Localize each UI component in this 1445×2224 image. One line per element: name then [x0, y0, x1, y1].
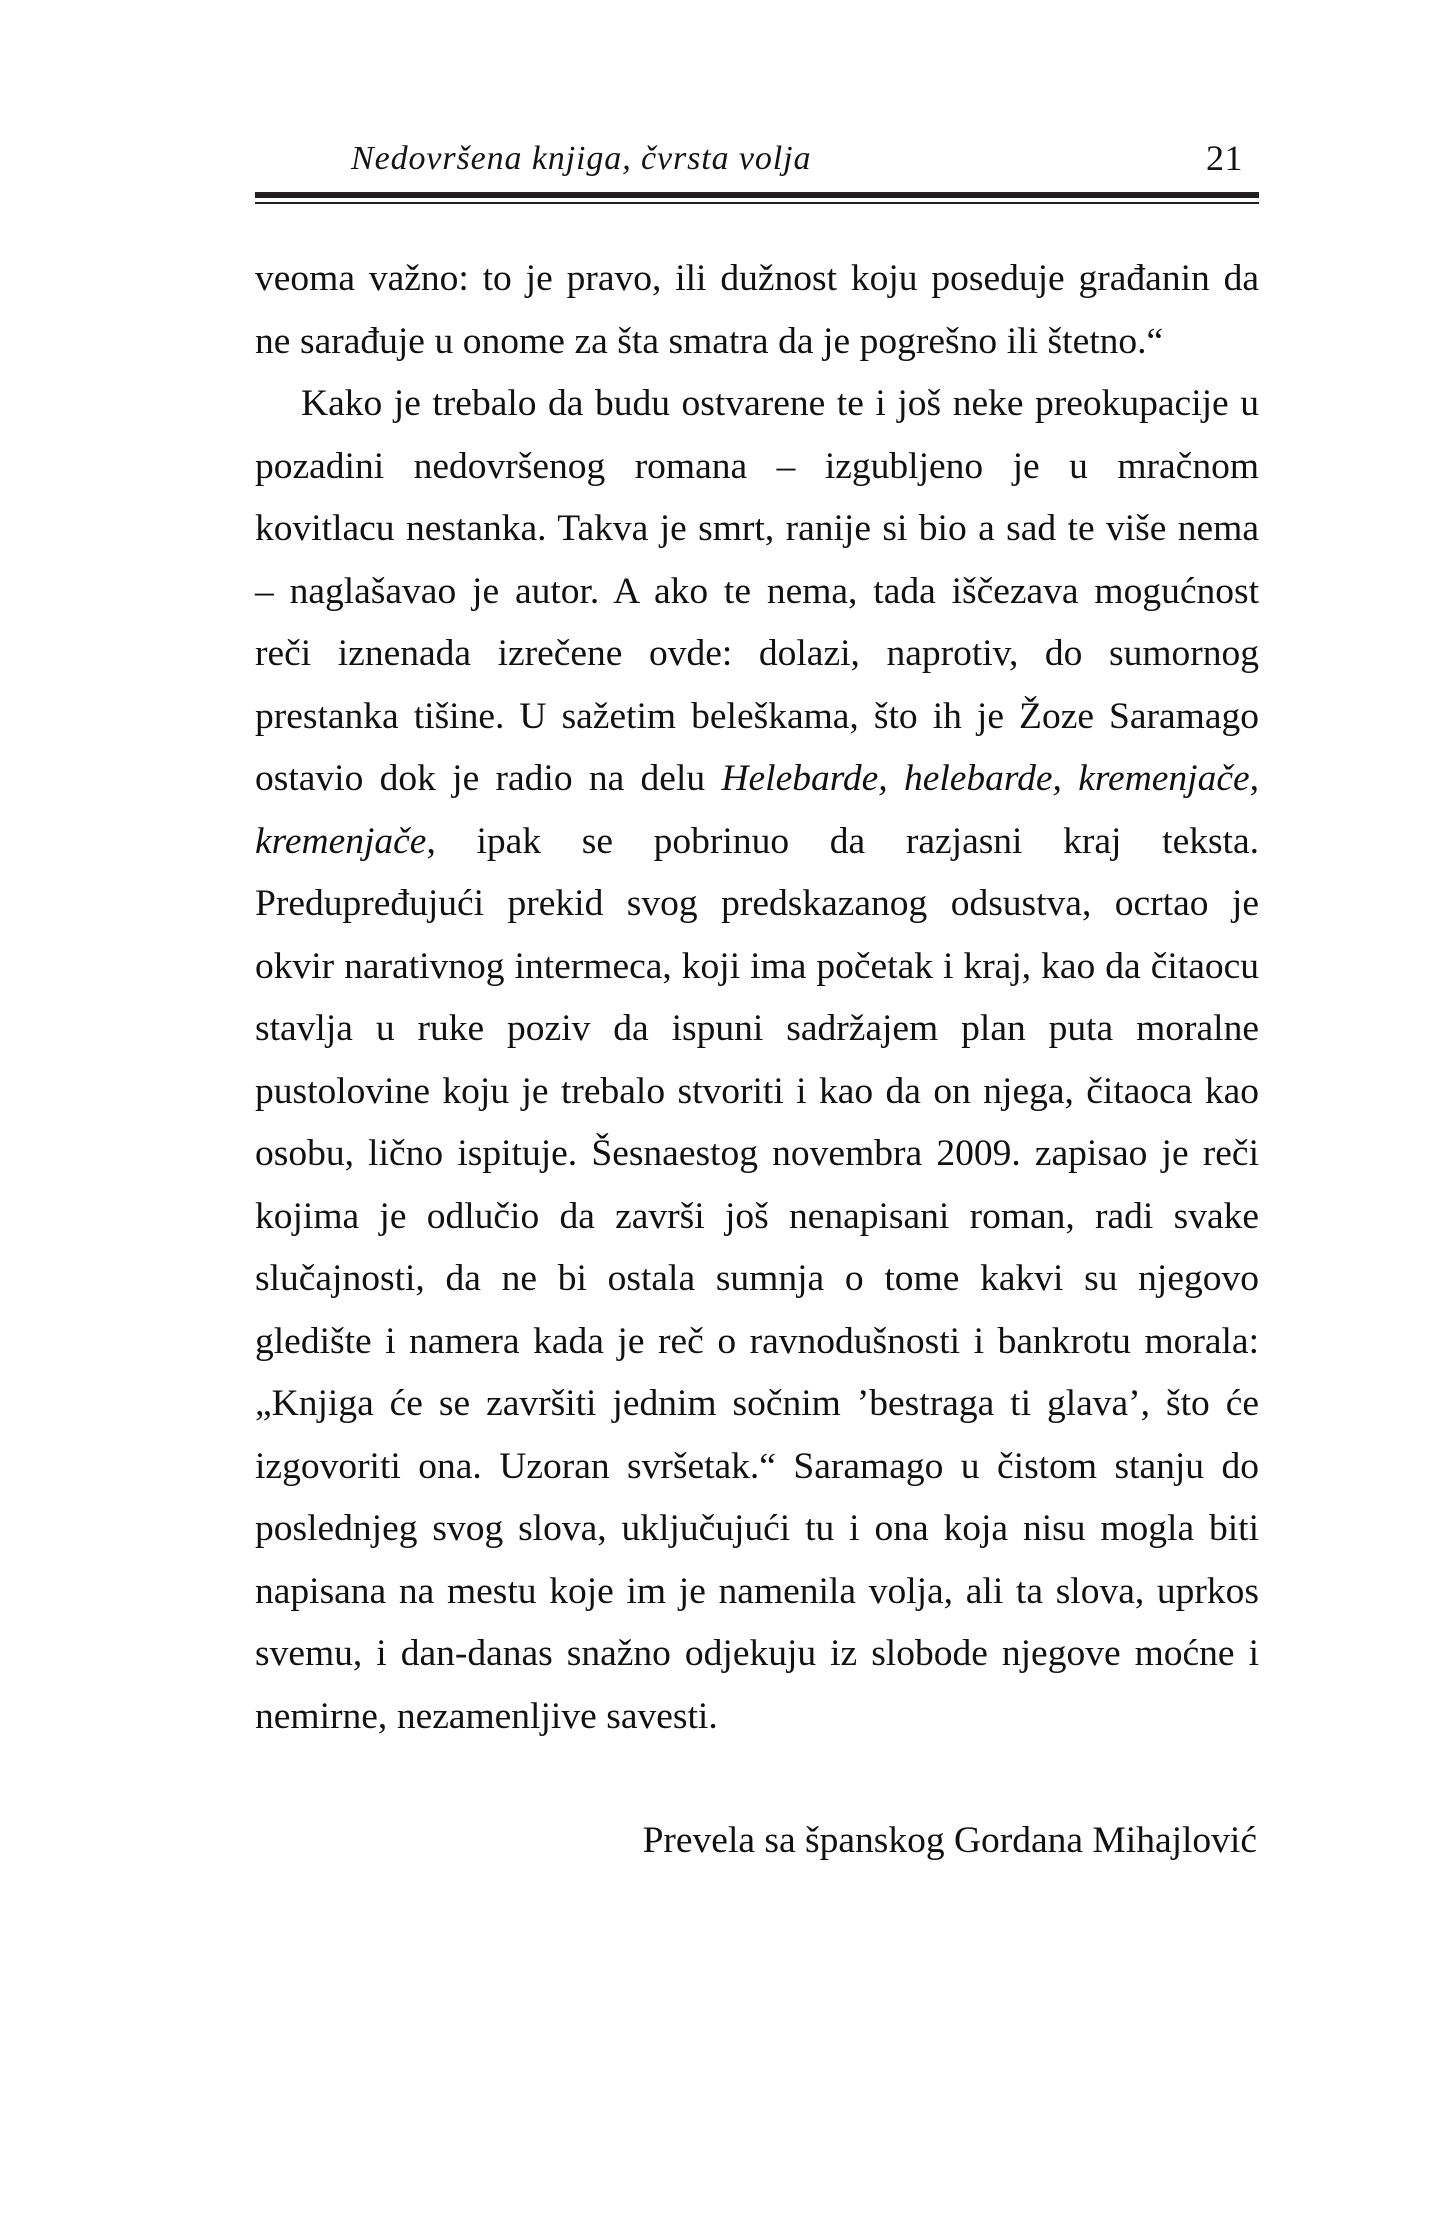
running-head: [255, 104, 1259, 176]
book-title-italic: Helebarde, helebarde, kremenjače, kremenjače: [255, 758, 1259, 862]
header-double-rule: [255, 192, 1259, 204]
paragraph-main-segment-1: Kako je trebalo da budu ostvarene te i još neke preokupacije u pozadini nedovršenog romana – izgubljeno je u mračnom kovitlacu nestanka. Takva je smrt, ranije si bio a sad te više nema – naglašavao je autor. A ako te nema, tada iščezava mogućnost reči iznenada izrečene ovde: dolazi, naprotiv, do sumornog prestanka tišine. U sažetim beleškama, što ih je Žoze Saramago ostavio dok je radio na delu: [255, 383, 1259, 799]
paragraph-continuation: veoma važno: to je pravo, ili dužnost koju poseduje građanin da ne sarađuje u onome za šta smatra da je pogrešno ili štetno.“: [255, 258, 1259, 362]
page-number: 21: [1206, 138, 1243, 178]
running-head-title: Nedovršena knjiga, čvrsta volja: [351, 140, 812, 177]
paragraph-main-segment-2: , ipak se pobrinuo da razjasni kraj teksta. Predupređujući prekid svog predskazanog odsustva, ocrtao je okvir narativnog intermeca, koji ima početak i kraj, kao da čitaocu stavlja u ruke poziv da ispuni sadržajem plan puta moralne pustolovine koju je trebalo stvoriti i kao da on njega, čitaoca kao osobu, lično ispituje. Šesnaestog novembra 2009. zapisao je reči kojima je odlučio da završi još nenapisani roman, radi svake slučajnosti, da ne bi ostala sumnja o tome kakvi su njegovo gledište i namera kada je reč o ravnodušnosti i bankrotu morala: „Knjiga će se završiti jednim sočnim ’bestraga ti glava’, što će izgovoriti ona. Uzoran svršetak.“ Saramago u čistom stanju do poslednjeg svog slova, uključujući tu i ona koja nisu mogla biti napisana na mestu koje im je namenila volja, ali ta slova, uprkos svemu, i dan-danas snažno odjekuju iz slobode njegove moćne i nemirne, nezamenljive savesti.: [255, 820, 1259, 1737]
page-content-column: [255, 0, 1259, 1873]
paragraph-main: [255, 373, 1259, 1748]
translator-credit: Prevela sa španskog Gordana Mihajlović: [642, 1820, 1257, 1861]
body-text: [255, 248, 1259, 1748]
rule-thin: [255, 202, 1259, 204]
